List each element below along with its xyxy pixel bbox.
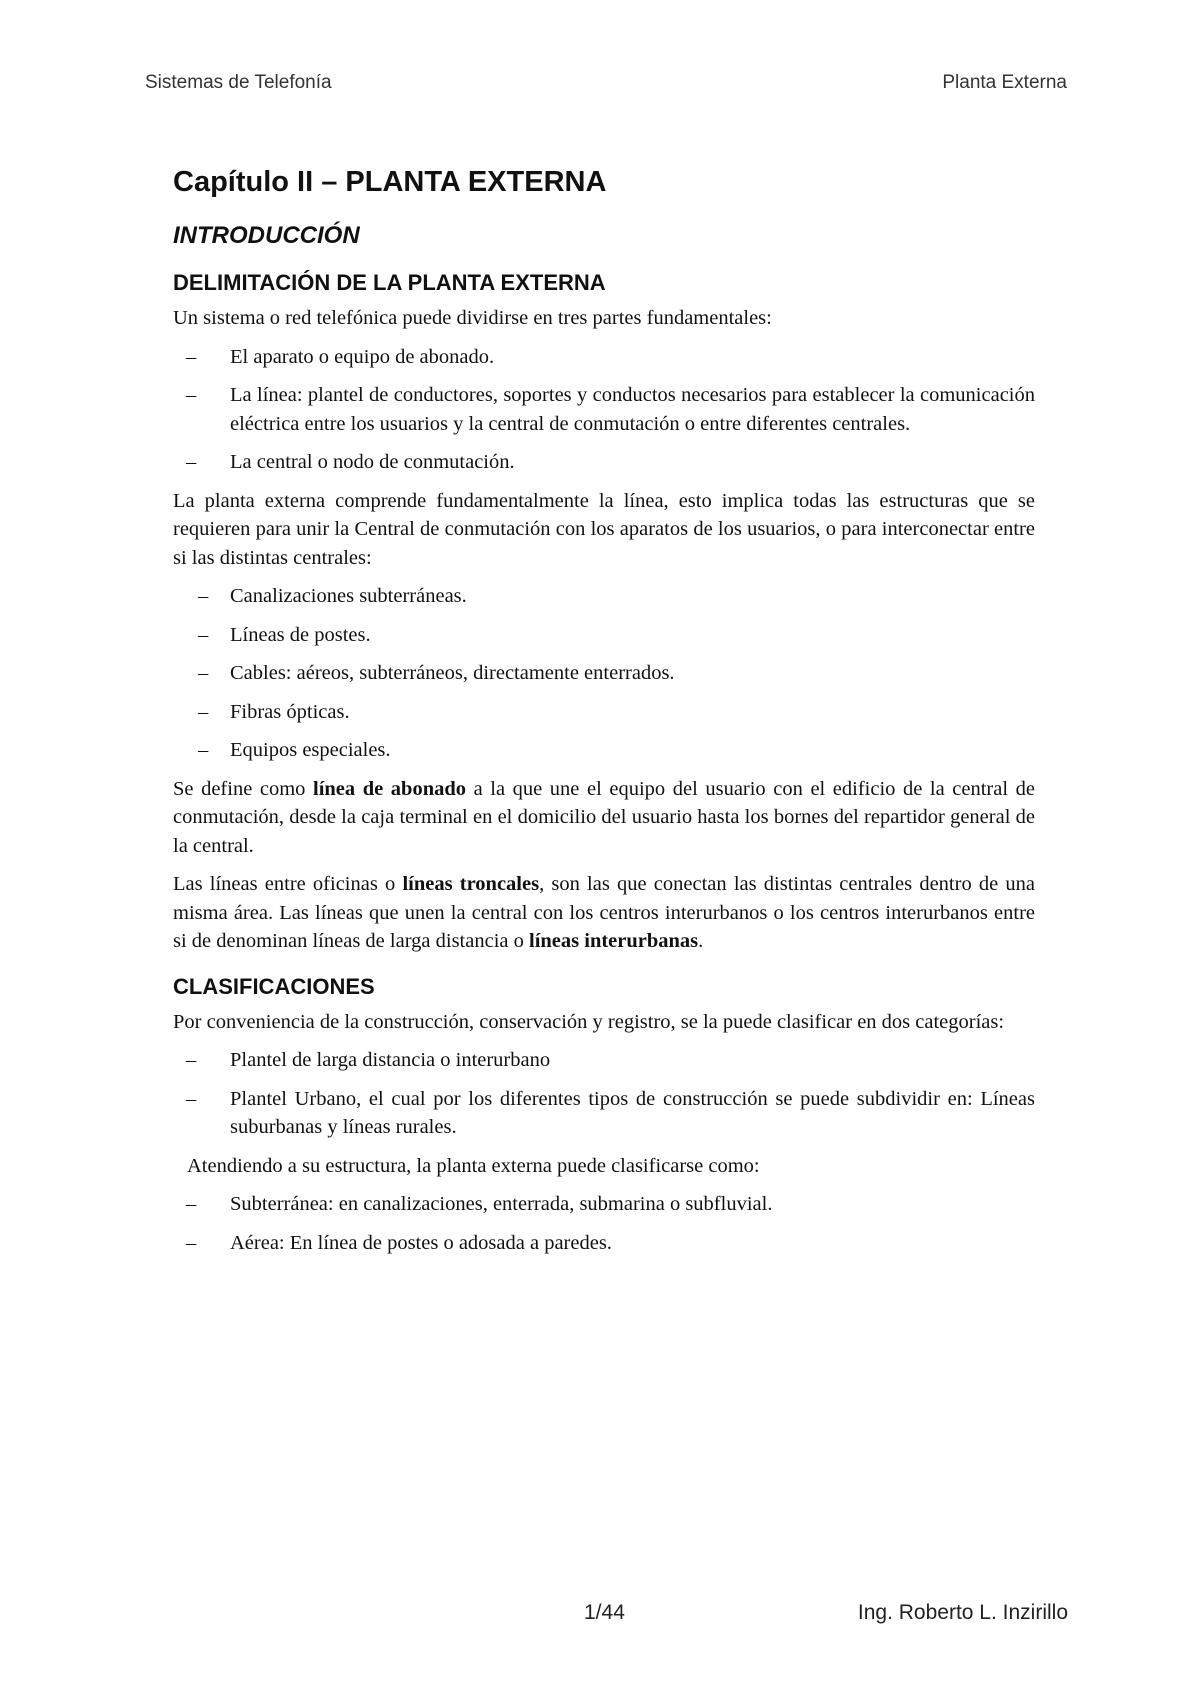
section-heading-clasificaciones: CLASIFICACIONES — [173, 973, 375, 999]
term-linea-abonado: línea de abonado — [313, 777, 466, 800]
term-lineas-troncales: líneas troncales — [402, 873, 540, 895]
dash-marker: – — [186, 1087, 197, 1110]
section-heading-delimitacion: DELIMITACIÓN DE LA PLANTA EXTERNA — [173, 270, 606, 295]
paragraph: La planta externa comprende fundamentalmente la línea, esto implica todas las estructuras que se requieren para unir la Central de conmutación con los aparatos de los usuarios, o para interconectar entre si las distintas centrales: — [173, 489, 1035, 569]
dash-marker: – — [186, 1231, 197, 1254]
paragraph-linea-abonado: Se define como línea de abonado a la que une el equipo del usuario con el edificio de la central de conmutación, desde la caja terminal en el domicilio del usuario hasta los bornes del repartidor general de la central. — [173, 777, 1035, 857]
dash-marker: – — [186, 1049, 197, 1071]
dash-marker: – — [198, 700, 209, 723]
list-item: – Líneas de postes. — [173, 621, 1035, 650]
running-header-right: Planta Externa — [942, 72, 1067, 93]
bullet-list — [173, 1046, 1035, 1142]
list-item: – La central o nodo de conmutación. — [173, 448, 1035, 477]
dash-marker: – — [186, 451, 197, 473]
intro-heading: INTRODUCCIÓN — [173, 222, 360, 249]
list-item: – Cables: aéreos, subterráneos, directamente enterrados. — [173, 659, 1035, 688]
list-item: – Equipos especiales. — [173, 736, 1035, 765]
list-item: – La línea: plantel de conductores, soportes y conductos necesarios para establecer la comunicación eléctrica entre los usuarios y la central de conmutación o entre diferentes centrales. — [173, 381, 1035, 438]
paragraph: Atendiendo a su estructura, la planta externa puede clasificarse como: — [187, 1154, 760, 1177]
dash-marker: – — [186, 1193, 197, 1215]
paragraph-lineas-troncales: Las líneas entre oficinas o líneas troncales, son las que conectan las distintas centrales dentro de una misma área. Las líneas que unen la central con los centros interurbanos o los centros interurbanos entre si de denominan líneas de larga distancia o líneas interurbanas. — [173, 873, 1036, 952]
dash-marker: – — [186, 345, 197, 368]
bullet-list — [173, 582, 1035, 765]
running-header-left: Sistemas de Telefonía — [145, 72, 332, 93]
list-item: – Subterránea: en canalizaciones, enterrada, submarina o subfluvial. — [173, 1190, 1035, 1219]
list-item: – Plantel Urbano, el cual por los diferentes tipos de construcción se puede subdividir en: Líneas suburbanas y líneas rurales. — [173, 1085, 1035, 1142]
list-item: – Fibras ópticas. — [173, 698, 1035, 727]
document-body — [173, 164, 1035, 1267]
footer-author: Ing. Roberto L. Inzirillo — [857, 1601, 1068, 1624]
paragraph: Por conveniencia de la construcción, conservación y registro, se la puede clasificar en dos categorías: — [173, 1010, 1005, 1033]
list-item: – Aérea: En línea de postes o adosada a paredes. — [173, 1229, 1035, 1258]
dash-marker: – — [198, 623, 209, 646]
paragraph: Un sistema o red telefónica puede dividirse en tres partes fundamentales: — [173, 307, 772, 329]
list-item: – Canalizaciones subterráneas. — [173, 582, 1035, 611]
term-lineas-interurbanas: líneas interurbanas — [529, 930, 699, 952]
dash-marker: – — [186, 384, 197, 406]
dash-marker: – — [198, 662, 209, 684]
dash-marker: – — [198, 585, 209, 607]
chapter-title: Capítulo II – PLANTA EXTERNA — [173, 166, 607, 198]
list-item: – Plantel de larga distancia o interurbano — [173, 1046, 1035, 1075]
bullet-list — [173, 343, 1035, 477]
bullet-list — [173, 1190, 1035, 1257]
dash-marker: – — [198, 739, 209, 761]
page-number: 1/44 — [584, 1601, 625, 1624]
list-item: – El aparato o equipo de abonado. — [173, 343, 1035, 372]
